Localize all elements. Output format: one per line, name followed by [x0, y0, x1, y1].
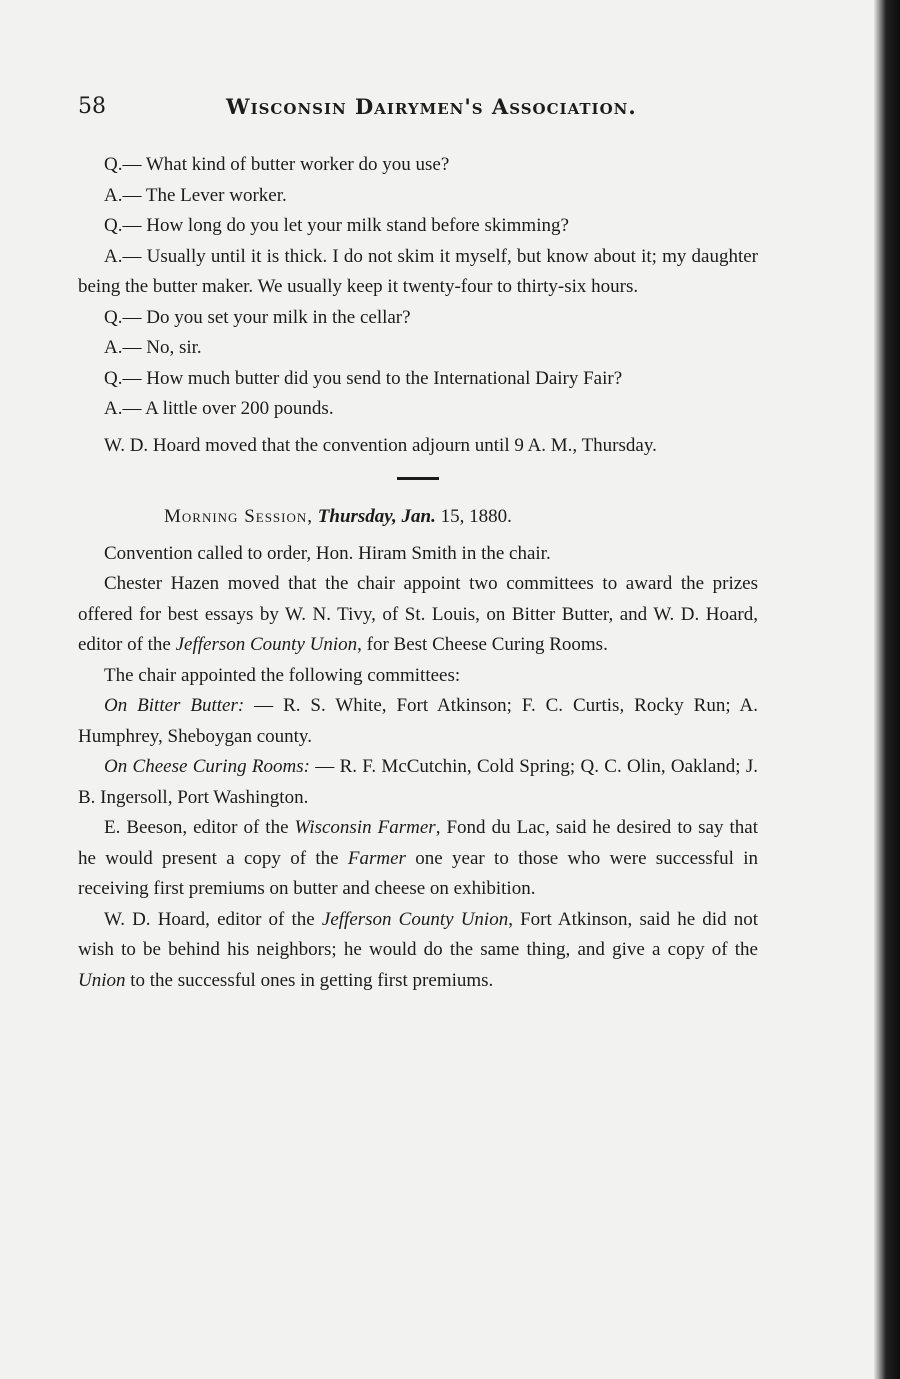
question-milk-stand: Q.— How long do you let your milk stand before skimming? [104, 215, 569, 236]
answer-cellar: A.— No, sir. [104, 337, 202, 358]
session-label: Morning Session, [164, 506, 314, 527]
question-dairy-fair: Q.— How much butter did you send to the International Dairy Fair? [104, 367, 623, 389]
beeson-italic-wisconsin-farmer: Wisconsin Farmer [294, 817, 436, 838]
beeson-text-c: one year to those who were successful in receiving first premiums on butter and cheese on exhibition. [78, 847, 758, 899]
page-number: 58 [78, 94, 106, 119]
session-heading [78, 502, 758, 533]
session-day: Thursday, Jan. [317, 506, 436, 527]
paragraph-hazen-motion [78, 569, 758, 661]
question-cellar: Q.— Do you set your milk in the cellar? [104, 306, 411, 328]
hoard-text-b: , Fort Atkinson, said he did not wish to be behind his neighbors; he would do the same thing, and give a copy of the [78, 908, 758, 960]
paragraph-hoard [78, 905, 758, 997]
adjourn-motion: W. D. Hoard moved that the convention adjourn until 9 A. M., Thursday. [104, 434, 657, 456]
committee-cheese-members: — R. F. McCutchin, Cold Spring; Q. C. Olin, Oakland; J. B. Ingersoll, Port Washington. [78, 756, 758, 808]
hazen-text-a: Chester Hazen moved that the chair appoint two committees to award the prizes offered for best essays by W. N. Tivy, of St. Louis, on Bitter Butter, and W. D. Hoard, editor of the [78, 573, 758, 655]
answer-milk-stand: A.— Usually until it is thick. I do not skim it myself, but know about it; my daughter being the butter maker. We usually keep it twenty-four to thirty-six hours. [78, 245, 758, 297]
committee-cheese-title: On Cheese Curing Rooms: [104, 756, 310, 777]
answer-butter-worker: A.— The Lever worker. [104, 184, 287, 206]
section-divider [397, 477, 439, 480]
paragraph-called-to-order: Convention called to order, Hon. Hiram Smith in the chair. [104, 542, 551, 564]
paragraph-beeson [78, 813, 758, 905]
beeson-text-b: , Fond du Lac, said he desired to say that he would present a copy of the [78, 817, 758, 869]
hoard-italic-jefferson: Jefferson County Union [321, 908, 509, 930]
committee-butter-members: — R. S. White, Fort Atkinson; F. C. Curtis, Rocky Run; A. Humphrey, Sheboygan county. [78, 695, 758, 747]
committee-cheese-curing [78, 752, 758, 813]
hoard-text-a: W. D. Hoard, editor of the [104, 908, 322, 930]
body-text [78, 150, 758, 996]
hazen-italic-jefferson: Jefferson County Union [175, 634, 358, 655]
hoard-italic-union: Union [78, 969, 126, 991]
beeson-text-a: E. Beeson, editor of the [104, 817, 295, 838]
answer-dairy-fair: A.— A little over 200 pounds. [104, 398, 334, 419]
running-title: Wisconsin Dairymen's Association. [226, 94, 637, 119]
committee-butter-title: On Bitter Butter: [104, 695, 245, 716]
hazen-text-b: , for Best Cheese Curing Rooms. [357, 634, 608, 655]
page-header [78, 94, 758, 124]
session-date: 15, 1880. [440, 506, 512, 527]
beeson-italic-farmer: Farmer [347, 847, 406, 869]
paragraph-chair-appointed: The chair appointed the following committees: [104, 664, 461, 686]
book-spine-edge [874, 0, 900, 1379]
hoard-text-c: to the successful ones in getting first premiums. [125, 969, 494, 991]
committee-bitter-butter [78, 691, 758, 752]
question-butter-worker: Q.— What kind of butter worker do you use? [104, 154, 450, 175]
